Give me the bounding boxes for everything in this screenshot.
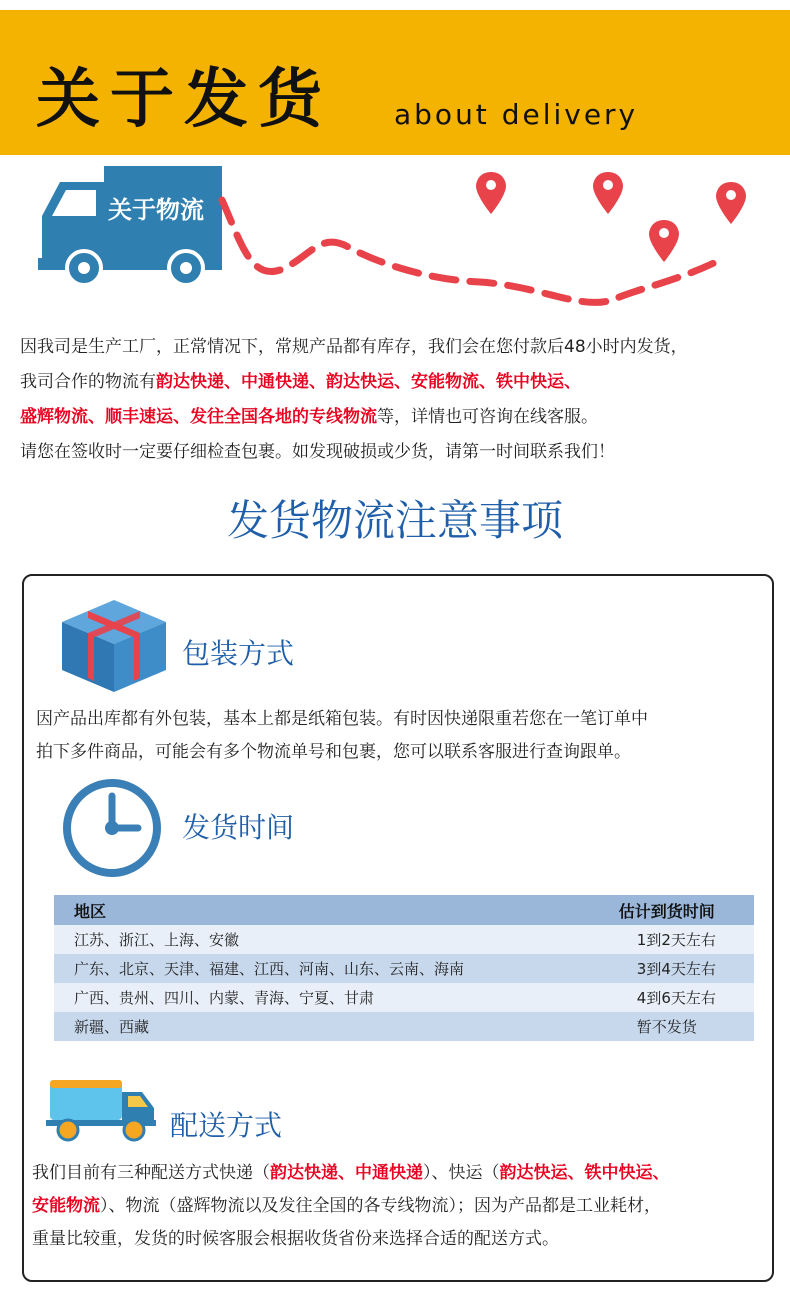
notice-title: 发货物流注意事项 [226,496,563,545]
carrier-list: 韵达快递、中通快递、韵达快运、安能物流、铁中快运、 [156,372,581,392]
location-pin-icon [593,172,623,214]
location-pin-icon [476,172,506,214]
shipping-time-table [54,895,754,1041]
route-illustration [0,160,790,330]
page-title: 关于发货 [36,63,332,137]
intro-paragraph [20,330,780,470]
table-row [54,983,754,1012]
clock-icon [60,776,164,880]
delivery-truck-icon [46,1076,158,1142]
eta-cell: 1到2天左右 [575,925,754,954]
delivery-title: 配送方式 [170,1109,283,1142]
intro-line: 因我司是生产工厂，正常情况下，常规产品都有库存，我们会在您付款后48小时内发货， [20,337,688,357]
page-subtitle: about delivery [394,98,639,131]
region-cell: 广西、贵州、四川、内蒙、青海、宁夏、甘肃 [54,983,575,1012]
location-pin-icon [649,220,679,262]
region-cell: 新疆、西藏 [54,1012,575,1041]
truck-label: 关于物流 [108,196,204,224]
table-row [54,925,754,954]
eta-cell: 4到6天左右 [575,983,754,1012]
table-header-row [54,895,754,925]
route-path [222,200,720,302]
intro-line: 我司合作的物流有韵达快递、中通快递、韵达快运、安能物流、铁中快运、 [20,372,581,392]
eta-cell: 3到4天左右 [575,954,754,983]
location-pin-icon [716,182,746,224]
carrier-list: 盛辉物流、顺丰速运、发往全国各地的专线物流 [20,407,377,427]
region-cell: 江苏、浙江、上海、安徽 [54,925,575,954]
region-cell: 广东、北京、天津、福建、江西、河南、山东、云南、海南 [54,954,575,983]
intro-line: 请您在签收时一定要仔细检查包裹。如发现破损或少货，请第一时间联系我们！ [20,442,615,462]
table-row [54,954,754,983]
packaging-text: 因产品出库都有外包装，基本上都是纸箱包装。有时因快递限重若您在一笔订单中 拍下多件商品，可能会有多个物流单号和包裹，您可以联系客服进行查询跟单。 [36,709,648,762]
eta-cell: 暂不发货 [575,1012,754,1041]
column-header-eta: 估计到货时间 [575,895,754,925]
package-box-icon [58,596,170,696]
logistics-hero [0,160,790,330]
intro-line: 盛辉物流、顺丰速运、发往全国各地的专线物流等，详情也可咨询在线客服。 [20,407,598,427]
column-header-region: 地区 [54,895,575,925]
table-row [54,1012,754,1041]
truck-icon [38,166,222,285]
packaging-title: 包装方式 [182,637,295,670]
delivery-text: 我们目前有三种配送方式快递（韵达快递、中通快递）、快运（韵达快运、铁中快运、 安能物流）、物流（盛辉物流以及发往全国的各专线物流）；因为产品都是工业耗材， 重量比较重，发货的时候客服会根据收货省份来选择合适的配送方式。 [32,1163,670,1249]
header-banner [0,10,790,155]
shipping-time-title: 发货时间 [182,811,295,844]
